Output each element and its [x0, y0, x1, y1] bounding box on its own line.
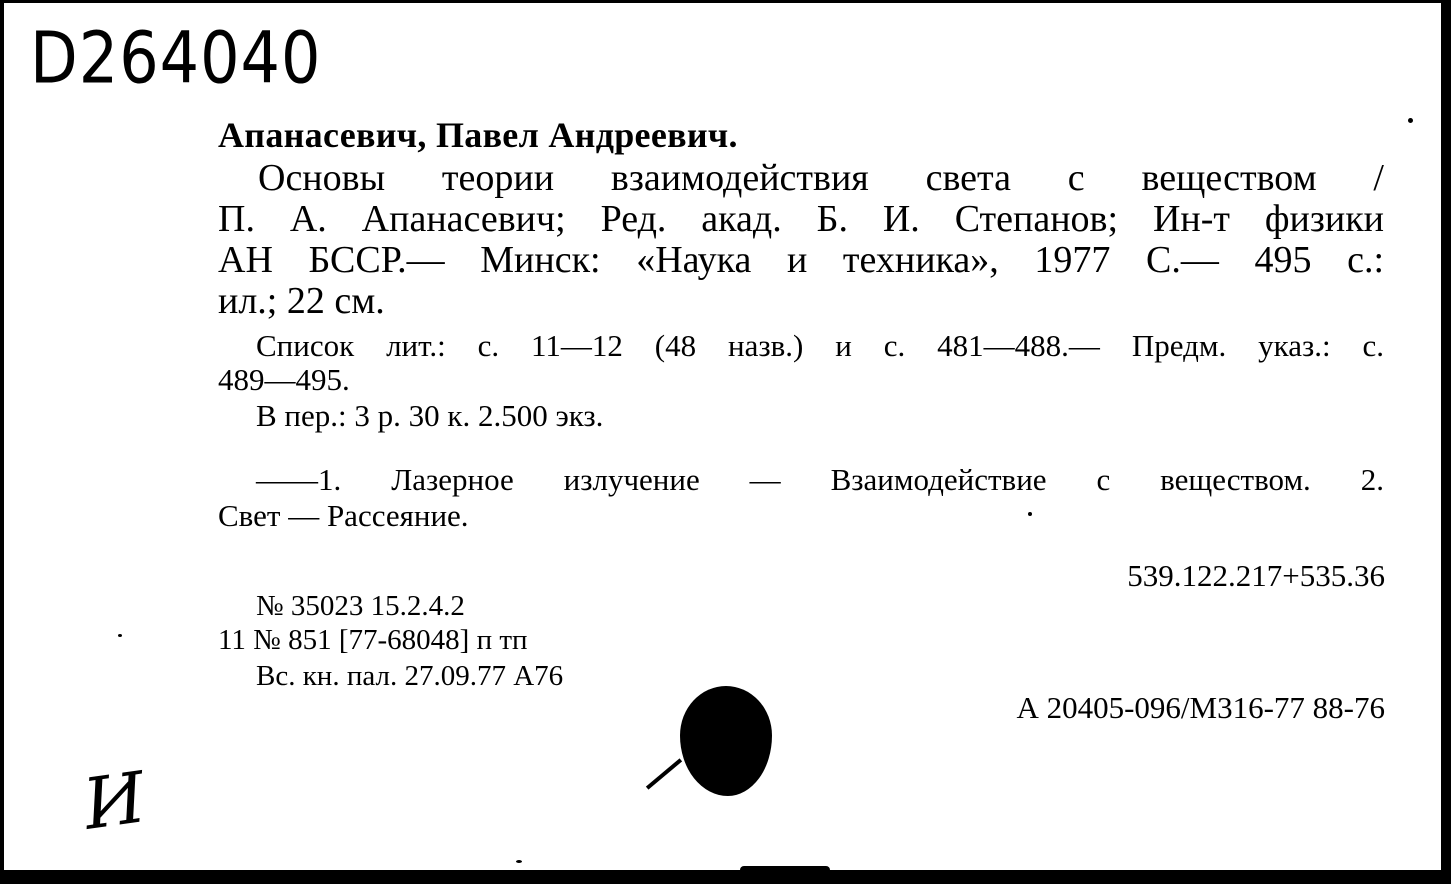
speck	[516, 860, 522, 863]
subject-line: ——1. Лазерное излучение — Взаимодействие с веществом. 2.	[256, 462, 1384, 497]
accession-number: № 35023 15.2.4.2	[256, 590, 465, 622]
scan-border-notch	[740, 866, 830, 876]
speck	[1408, 118, 1413, 123]
index-code: А 20405-096/М316-77 88-76	[1016, 690, 1385, 725]
pen-mark	[646, 758, 682, 789]
udc-code: 539.122.217+535.36	[1127, 558, 1385, 593]
handwritten-code: D264040	[30, 16, 322, 100]
bibliography-line: 489—495.	[218, 362, 350, 397]
speck	[1028, 512, 1032, 516]
hole-punch	[680, 686, 772, 796]
speck	[118, 634, 122, 637]
scan-border-top	[0, 0, 1451, 3]
title-line: П. А. Апанасевич; Ред. акад. Б. И. Степанов; Ин-т физики	[218, 198, 1384, 240]
scan-border-right	[1441, 0, 1451, 884]
register-line: Вс. кн. пал. 27.09.77 А76	[256, 660, 564, 692]
order-number: 11 № 851 [77-68048] п тп	[218, 624, 528, 656]
author-heading: Апанасевич, Павел Андреевич.	[218, 115, 738, 155]
scan-border-left	[0, 0, 4, 884]
subject-line: Свет — Рассеяние.	[218, 498, 469, 533]
title-line: Основы теории взаимодействия света с веществом /	[258, 157, 1384, 199]
title-line: АН БССР.— Минск: «Наука и техника», 1977 С.— 495 с.:	[218, 239, 1384, 281]
handwritten-mark: И	[78, 756, 151, 846]
bibliography-line: Список лит.: с. 11—12 (48 назв.) и с. 481—488.— Предм. указ.: с.	[256, 328, 1384, 363]
price-line: В пер.: 3 р. 30 к. 2.500 экз.	[256, 398, 604, 433]
scan-border-bottom	[0, 870, 1451, 884]
title-line: ил.; 22 см.	[218, 280, 385, 322]
